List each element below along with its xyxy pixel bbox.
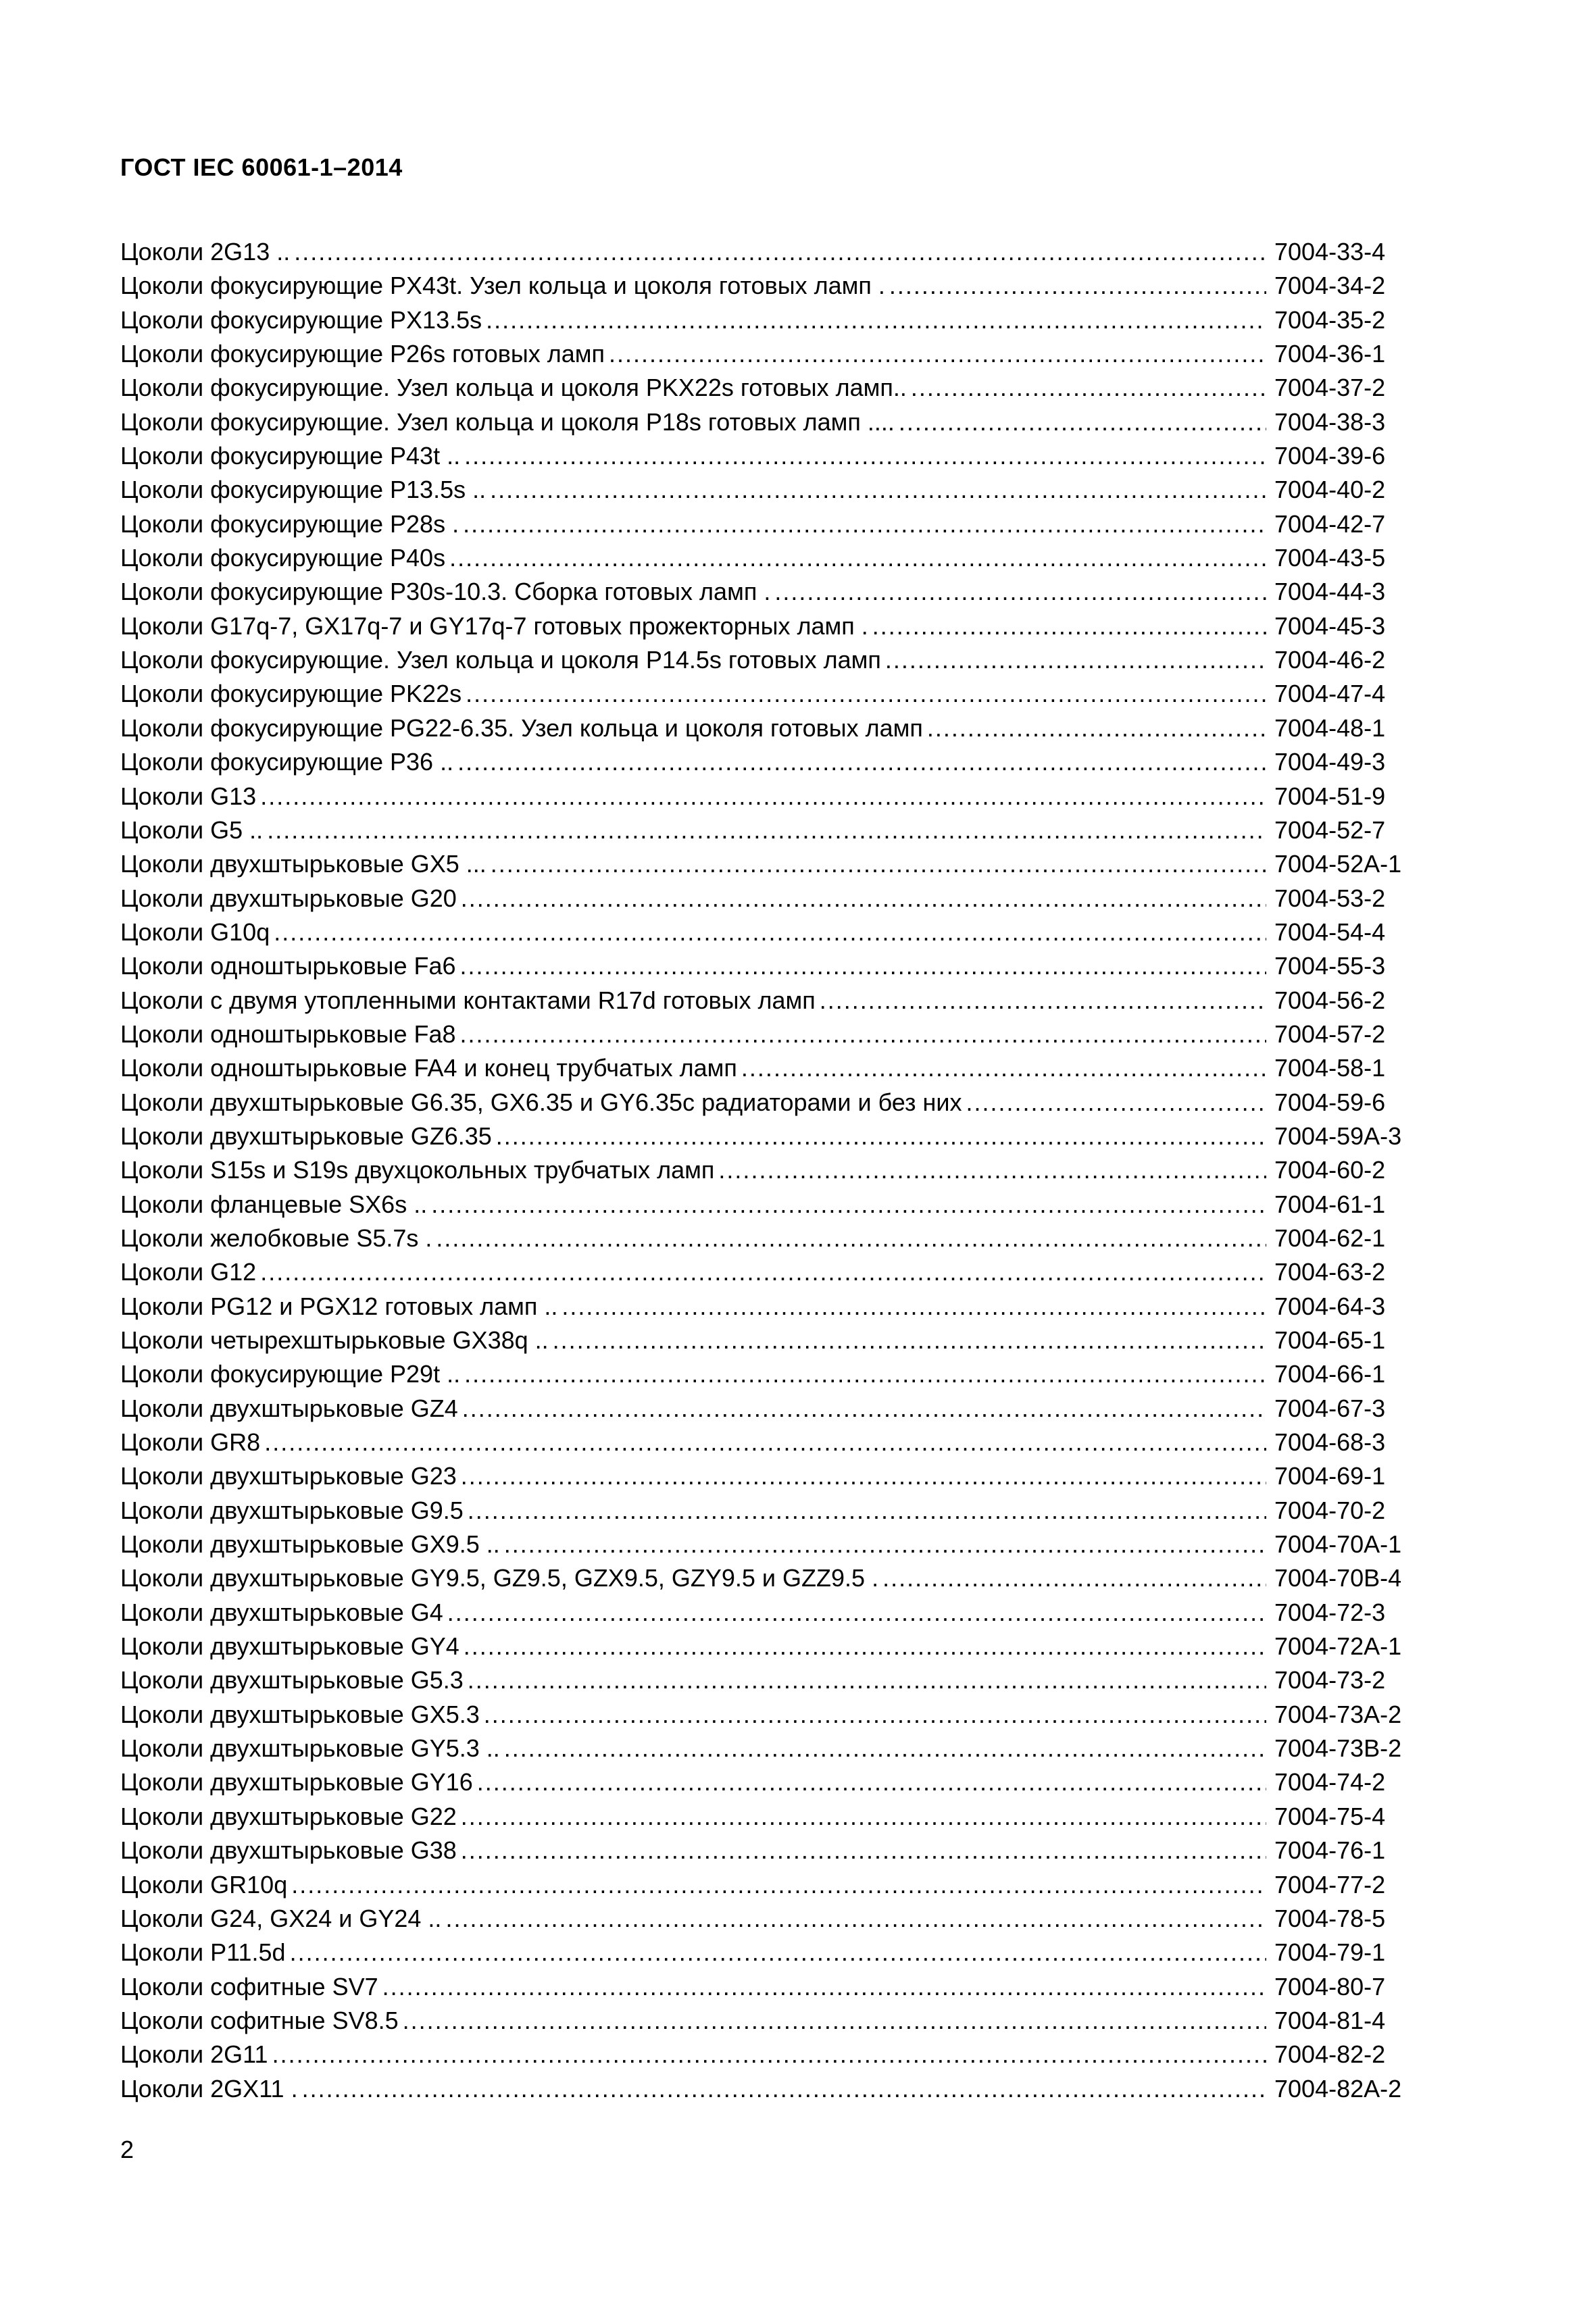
toc-entry xyxy=(120,1868,1431,1902)
toc-entry-title: Цоколи S15s и S19s двухцокольных трубчатых ламп xyxy=(120,1156,715,1184)
toc-entry xyxy=(120,1051,1431,1085)
toc-entry-reference: 7004-39-6 xyxy=(1274,442,1386,470)
toc-entry xyxy=(120,643,1431,677)
toc-entry-title: Цоколи фланцевые SX6s .. xyxy=(120,1190,428,1218)
toc-dot-leader xyxy=(477,1765,1266,1799)
toc-entry xyxy=(120,303,1431,337)
toc-entry xyxy=(120,1528,1431,1561)
toc-dot-leader xyxy=(382,1970,1266,2004)
toc-entry xyxy=(120,1188,1431,1222)
toc-entry-reference: 7004-65-1 xyxy=(1274,1326,1386,1354)
toc-entry-title: Цоколи фокусирующие P36 .. xyxy=(120,748,454,776)
toc-entry-reference: 7004-70B-4 xyxy=(1274,1564,1402,1592)
toc-entry xyxy=(120,2038,1431,2071)
toc-dot-leader xyxy=(491,847,1266,881)
toc-entry-title: Цоколи двухштырьковые G5.3 xyxy=(120,1666,464,1694)
toc-entry xyxy=(120,1324,1431,1357)
toc-dot-leader xyxy=(496,1120,1266,1153)
toc-entry xyxy=(120,2072,1431,2106)
toc-entry-reference: 7004-36-1 xyxy=(1274,340,1386,368)
toc-entry xyxy=(120,1222,1431,1255)
toc-entry-reference: 7004-82A-2 xyxy=(1274,2074,1402,2103)
toc-entry-reference: 7004-59A-3 xyxy=(1274,1122,1402,1150)
toc-dot-leader xyxy=(966,1086,1266,1120)
toc-entry-reference: 7004-52-7 xyxy=(1274,815,1386,844)
toc-entry-title: Цоколи фокусирующие PK22s xyxy=(120,680,462,708)
toc-dot-leader xyxy=(461,1800,1266,1834)
toc-dot-leader xyxy=(718,1153,1266,1187)
toc-entry xyxy=(120,269,1431,303)
toc-dot-leader xyxy=(464,439,1266,473)
toc-entry-reference: 7004-70A-1 xyxy=(1274,1530,1402,1559)
toc-entry xyxy=(120,1765,1431,1799)
toc-entry-title: Цоколи PG12 и PGX12 готовых ламп .. xyxy=(120,1292,558,1320)
toc-dot-leader xyxy=(899,405,1266,439)
toc-entry-title: Цоколи двухштырьковые GX9.5 .. xyxy=(120,1530,500,1559)
toc-entry xyxy=(120,575,1431,609)
toc-entry xyxy=(120,745,1431,779)
toc-entry-title: Цоколи GR10q xyxy=(120,1870,288,1898)
toc-entry xyxy=(120,1561,1431,1595)
toc-entry-title: Цоколи двухштырьковые GY4 xyxy=(120,1632,459,1661)
toc-entry-title: Цоколи G17q-7, GX17q-7 и GY17q-7 готовых прожекторных ламп . xyxy=(120,611,868,640)
toc-dot-leader xyxy=(468,1494,1266,1528)
toc-entry-reference: 7004-33-4 xyxy=(1274,238,1386,266)
toc-entry-reference: 7004-38-3 xyxy=(1274,407,1386,436)
toc-entry-reference: 7004-77-2 xyxy=(1274,1870,1386,1898)
toc-entry-title: Цоколи G10q xyxy=(120,917,270,946)
toc-dot-leader xyxy=(490,473,1266,507)
toc-dot-leader xyxy=(463,507,1266,541)
toc-entry-reference: 7004-79-1 xyxy=(1274,1938,1386,1967)
toc-entry-title: Цоколи одноштырьковые FA4 и конец трубчатых ламп xyxy=(120,1054,737,1082)
toc-dot-leader xyxy=(927,711,1266,745)
toc-entry-title: Цоколи двухштырьковые GY5.3 .. xyxy=(120,1734,500,1763)
toc-dot-leader xyxy=(294,235,1266,269)
toc-dot-leader xyxy=(267,813,1266,847)
toc-entry-title: Цоколи двухштырьковые GZ4 xyxy=(120,1394,458,1422)
toc-entry xyxy=(120,507,1431,541)
toc-entry xyxy=(120,1834,1431,1867)
toc-entry-reference: 7004-46-2 xyxy=(1274,646,1386,674)
toc-dot-leader xyxy=(885,643,1266,677)
toc-dot-leader xyxy=(449,541,1266,575)
toc-dot-leader xyxy=(264,1426,1266,1459)
toc-entry-reference: 7004-76-1 xyxy=(1274,1836,1386,1865)
toc-entry-reference: 7004-48-1 xyxy=(1274,713,1386,742)
toc-entry-reference: 7004-70-2 xyxy=(1274,1496,1386,1524)
toc-entry-title: Цоколи двухштырьковые G20 xyxy=(120,884,457,912)
toc-entry-reference: 7004-78-5 xyxy=(1274,1904,1386,1932)
toc-dot-leader xyxy=(445,1902,1266,1936)
toc-dot-leader xyxy=(460,1017,1266,1051)
toc-dot-leader xyxy=(403,2004,1266,2038)
toc-entry xyxy=(120,813,1431,847)
toc-entry-reference: 7004-53-2 xyxy=(1274,884,1386,912)
toc-entry xyxy=(120,984,1431,1017)
toc-entry-title: Цоколи фокусирующие PX43t. Узел кольца и цоколя готовых ламп . xyxy=(120,272,885,300)
toc-entry xyxy=(120,1630,1431,1663)
toc-entry-title: Цоколи фокусирующие. Узел кольца и цоколя P14.5s готовых ламп xyxy=(120,646,881,674)
toc-entry xyxy=(120,847,1431,881)
toc-dot-leader xyxy=(486,303,1266,337)
toc-entry-title: Цоколи фокусирующие. Узел кольца и цоколя PKX22s готовых ламп.. xyxy=(120,374,907,402)
toc-entry-title: Цоколи фокусирующие P40s xyxy=(120,544,446,572)
toc-entry-title: Цоколи 2G13 .. xyxy=(120,238,291,266)
toc-dot-leader xyxy=(464,1630,1266,1663)
toc-entry xyxy=(120,1120,1431,1153)
toc-dot-leader xyxy=(302,2072,1266,2106)
toc-entry xyxy=(120,1357,1431,1391)
toc-dot-leader xyxy=(562,1290,1266,1324)
toc-entry xyxy=(120,949,1431,983)
toc-entry xyxy=(120,473,1431,507)
toc-entry xyxy=(120,1426,1431,1459)
toc-dot-leader xyxy=(882,1561,1266,1595)
toc-dot-leader xyxy=(820,984,1266,1017)
toc-dot-leader xyxy=(464,1357,1266,1391)
toc-entry-reference: 7004-40-2 xyxy=(1274,476,1386,504)
toc-entry-title: Цоколи G24, GX24 и GY24 .. xyxy=(120,1904,442,1932)
toc-entry-title: Цоколи двухштырьковые GY16 xyxy=(120,1768,473,1796)
toc-entry-reference: 7004-55-3 xyxy=(1274,952,1386,980)
toc-entry-reference: 7004-61-1 xyxy=(1274,1190,1386,1218)
toc-entry xyxy=(120,1663,1431,1697)
toc-entry xyxy=(120,1970,1431,2004)
toc-entry-title: Цоколи G5 .. xyxy=(120,815,264,844)
toc-entry-title: Цоколи фокусирующие. Узел кольца и цоколя P18s готовых ламп .... xyxy=(120,407,895,436)
toc-entry-title: Цоколи 2GX11 . xyxy=(120,2074,298,2103)
toc-entry-title: Цоколи софитные SV8.5 xyxy=(120,2006,399,2034)
toc-entry xyxy=(120,337,1431,371)
toc-dot-leader xyxy=(484,1698,1266,1732)
toc-dot-leader xyxy=(260,1255,1266,1289)
toc-entry xyxy=(120,1936,1431,1969)
toc-entry xyxy=(120,541,1431,575)
toc-entry-reference: 7004-80-7 xyxy=(1274,1972,1386,2001)
toc-dot-leader xyxy=(461,1834,1266,1867)
toc-dot-leader xyxy=(431,1188,1266,1222)
toc-entry xyxy=(120,371,1431,405)
toc-entry-reference: 7004-44-3 xyxy=(1274,578,1386,606)
toc-entry xyxy=(120,1459,1431,1493)
toc-entry-reference: 7004-67-3 xyxy=(1274,1394,1386,1422)
toc-entry-reference: 7004-73-2 xyxy=(1274,1666,1386,1694)
toc-entry-reference: 7004-52A-1 xyxy=(1274,850,1402,878)
toc-entry-title: Цоколи двухштырьковые GX5 ... xyxy=(120,850,487,878)
toc-dot-leader xyxy=(436,1222,1266,1255)
toc-entry-reference: 7004-37-2 xyxy=(1274,374,1386,402)
toc-entry-reference: 7004-72A-1 xyxy=(1274,1632,1402,1661)
toc-dot-leader xyxy=(460,949,1266,983)
toc-entry-reference: 7004-64-3 xyxy=(1274,1292,1386,1320)
toc-dot-leader xyxy=(461,1459,1266,1493)
toc-entry xyxy=(120,677,1431,711)
toc-dot-leader xyxy=(553,1324,1266,1357)
toc-entry-reference: 7004-74-2 xyxy=(1274,1768,1386,1796)
toc-entry-reference: 7004-73B-2 xyxy=(1274,1734,1402,1763)
toc-entry-title: Цоколи G13 xyxy=(120,782,257,810)
toc-entry-reference: 7004-72-3 xyxy=(1274,1598,1386,1626)
toc-entry xyxy=(120,235,1431,269)
toc-entry-reference: 7004-54-4 xyxy=(1274,917,1386,946)
table-of-contents xyxy=(120,235,1431,2106)
toc-dot-leader xyxy=(774,575,1266,609)
toc-dot-leader xyxy=(290,1936,1266,1969)
toc-entry xyxy=(120,1153,1431,1187)
toc-entry-reference: 7004-35-2 xyxy=(1274,305,1386,334)
toc-entry-reference: 7004-34-2 xyxy=(1274,272,1386,300)
toc-entry-title: Цоколи двухштырьковые G4 xyxy=(120,1598,443,1626)
toc-dot-leader xyxy=(468,1663,1266,1697)
toc-entry-reference: 7004-68-3 xyxy=(1274,1428,1386,1457)
toc-entry xyxy=(120,1290,1431,1324)
toc-entry xyxy=(120,1732,1431,1765)
toc-entry-title: Цоколи желобковые S5.7s . xyxy=(120,1224,432,1252)
toc-entry-reference: 7004-58-1 xyxy=(1274,1054,1386,1082)
toc-dot-leader xyxy=(447,1596,1266,1630)
toc-entry-reference: 7004-73A-2 xyxy=(1274,1700,1402,1728)
toc-entry xyxy=(120,915,1431,949)
toc-entry-reference: 7004-49-3 xyxy=(1274,748,1386,776)
document-code-header: ГОСТ IEC 60061-1–2014 xyxy=(120,153,403,181)
toc-dot-leader xyxy=(462,1392,1266,1426)
toc-entry-reference: 7004-69-1 xyxy=(1274,1462,1386,1490)
toc-entry-reference: 7004-66-1 xyxy=(1274,1360,1386,1388)
toc-entry-title: Цоколи двухштырьковые G6.35, GX6.35 и GY6.35c радиаторами и без них xyxy=(120,1088,962,1116)
toc-entry-title: Цоколи двухштырьковые GY9.5, GZ9.5, GZX9.5, GZY9.5 и GZZ9.5 . xyxy=(120,1564,879,1592)
toc-entry xyxy=(120,1017,1431,1051)
toc-dot-leader xyxy=(291,1868,1266,1902)
toc-entry xyxy=(120,2004,1431,2038)
toc-dot-leader xyxy=(274,915,1266,949)
toc-entry xyxy=(120,1494,1431,1528)
toc-entry-reference: 7004-59-6 xyxy=(1274,1088,1386,1116)
toc-entry-reference: 7004-45-3 xyxy=(1274,611,1386,640)
toc-entry-reference: 7004-47-4 xyxy=(1274,680,1386,708)
toc-entry-title: Цоколи двухштырьковые G9.5 xyxy=(120,1496,464,1524)
toc-entry-reference: 7004-43-5 xyxy=(1274,544,1386,572)
toc-entry-reference: 7004-56-2 xyxy=(1274,986,1386,1014)
toc-entry-title: Цоколи фокусирующие P28s . xyxy=(120,509,459,538)
toc-entry-title: Цоколи двухштырьковые G38 xyxy=(120,1836,457,1865)
toc-entry-title: Цоколи P11.5d xyxy=(120,1938,286,1967)
toc-entry-title: Цоколи одноштырьковые Fa6 xyxy=(120,952,456,980)
toc-entry-title: Цоколи фокусирующие PG22-6.35. Узел кольца и цоколя готовых ламп xyxy=(120,713,923,742)
toc-entry-reference: 7004-42-7 xyxy=(1274,509,1386,538)
toc-dot-leader xyxy=(504,1732,1266,1765)
toc-entry-title: Цоколи двухштырьковые GZ6.35 xyxy=(120,1122,492,1150)
toc-entry-title: Цоколи четырехштырьковые GX38q .. xyxy=(120,1326,549,1354)
toc-dot-leader xyxy=(504,1528,1266,1561)
toc-dot-leader xyxy=(911,371,1266,405)
toc-entry-reference: 7004-63-2 xyxy=(1274,1258,1386,1286)
toc-entry xyxy=(120,1392,1431,1426)
toc-entry xyxy=(120,1596,1431,1630)
toc-entry-title: Цоколи фокусирующие P13.5s .. xyxy=(120,476,487,504)
toc-entry-title: Цоколи GR8 xyxy=(120,1428,261,1457)
toc-entry-reference: 7004-60-2 xyxy=(1274,1156,1386,1184)
toc-entry-title: Цоколи двухштырьковые G22 xyxy=(120,1802,457,1830)
toc-entry xyxy=(120,609,1431,643)
toc-entry xyxy=(120,1255,1431,1289)
toc-dot-leader xyxy=(609,337,1266,371)
toc-entry-title: Цоколи фокусирующие P30s-10.3. Сборка готовых ламп . xyxy=(120,578,771,606)
toc-dot-leader xyxy=(461,882,1266,915)
toc-entry-title: Цоколи двухштырьковые GX5.3 xyxy=(120,1700,480,1728)
toc-entry xyxy=(120,780,1431,813)
toc-entry-title: Цоколи фокусирующие PX13.5s xyxy=(120,305,482,334)
toc-dot-leader xyxy=(457,745,1266,779)
toc-entry-reference: 7004-82-2 xyxy=(1274,2040,1386,2069)
toc-dot-leader xyxy=(466,677,1266,711)
toc-entry xyxy=(120,711,1431,745)
toc-entry xyxy=(120,1698,1431,1732)
toc-entry-title: Цоколи одноштырьковые Fa8 xyxy=(120,1020,456,1048)
toc-entry xyxy=(120,882,1431,915)
toc-entry-title: Цоколи 2G11 xyxy=(120,2040,268,2069)
toc-entry-reference: 7004-75-4 xyxy=(1274,1802,1386,1830)
toc-entry xyxy=(120,405,1431,439)
toc-dot-leader xyxy=(741,1051,1266,1085)
toc-entry-reference: 7004-62-1 xyxy=(1274,1224,1386,1252)
toc-entry-title: Цоколи софитные SV7 xyxy=(120,1972,378,2001)
toc-entry-title: Цоколи двухштырьковые G23 xyxy=(120,1462,457,1490)
toc-entry xyxy=(120,439,1431,473)
toc-entry xyxy=(120,1902,1431,1936)
toc-entry xyxy=(120,1800,1431,1834)
page-number: 2 xyxy=(120,2136,134,2163)
toc-entry-title: Цоколи с двумя утопленными контактами R17d готовых ламп xyxy=(120,986,816,1014)
toc-dot-leader xyxy=(872,609,1266,643)
toc-entry-reference: 7004-57-2 xyxy=(1274,1020,1386,1048)
toc-entry xyxy=(120,1086,1431,1120)
toc-entry-title: Цоколи фокусирующие P43t .. xyxy=(120,442,461,470)
toc-entry-reference: 7004-51-9 xyxy=(1274,782,1386,810)
toc-entry-title: Цоколи фокусирующие P26s готовых ламп xyxy=(120,340,605,368)
toc-dot-leader xyxy=(260,780,1266,813)
toc-entry-title: Цоколи фокусирующие P29t .. xyxy=(120,1360,461,1388)
toc-dot-leader xyxy=(889,269,1266,303)
toc-dot-leader xyxy=(272,2038,1266,2071)
toc-entry-title: Цоколи G12 xyxy=(120,1258,257,1286)
toc-entry-reference: 7004-81-4 xyxy=(1274,2006,1386,2034)
